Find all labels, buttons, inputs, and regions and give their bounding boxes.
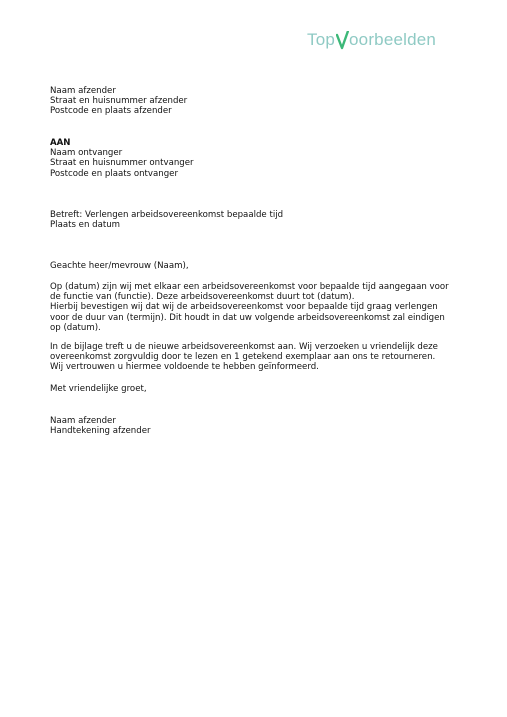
sender-city: Postcode en plaats afzender <box>50 106 172 117</box>
salutation <box>50 261 450 271</box>
paragraph-line: op (datum). <box>50 322 101 333</box>
sender-street: Straat en huisnummer afzender <box>50 96 188 107</box>
salutation-text: Geachte heer/mevrouw (Naam), <box>50 261 189 271</box>
recipient-name: Naam ontvanger <box>50 148 123 159</box>
signature-name: Naam afzender <box>50 416 116 426</box>
paragraph-line: In de bijlage treft u de nieuwe arbeidsovereenkomst aan. Wij verzoeken u vriendelijk deze <box>50 342 438 352</box>
sender-address <box>50 86 450 117</box>
topvoorbeelden-logo[interactable] <box>307 26 436 50</box>
logo-text-oorbeelden: oorbeelden <box>349 30 437 49</box>
recipient-address <box>50 138 450 179</box>
paragraph-line: overeenkomst zorgvuldig door te lezen en 1 getekend exemplaar aan ons te retourneren. <box>50 352 436 363</box>
body-paragraph-2 <box>50 342 450 373</box>
logo-text-top: Top <box>307 30 336 49</box>
paragraph-line: Op (datum) zijn wij met elkaar een arbeidsovereenkomst voor bepaalde tijd aangegaan voor <box>50 282 449 292</box>
subject-block <box>50 210 450 230</box>
paragraph-line: voor de duur van (termijn). Dit houdt in dat uw volgende arbeidsovereenkomst zal eindigen <box>50 312 445 323</box>
place-and-date: Plaats en datum <box>50 220 121 231</box>
recipient-street: Straat en huisnummer ontvanger <box>50 158 194 169</box>
paragraph-line: Hierbij bevestigen wij dat wij de arbeidsovereenkomst voor bepaalde tijd graag verlengen <box>50 302 438 313</box>
paragraph-line: de functie van (functie). Deze arbeidsovereenkomst duurt tot (datum). <box>50 292 355 303</box>
recipient-city: Postcode en plaats ontvanger <box>50 168 179 179</box>
closing-text: Met vriendelijke groet, <box>50 384 147 394</box>
checkmark-v-icon <box>336 31 349 51</box>
signature-label: Handtekening afzender <box>50 426 151 437</box>
paragraph-line: Wij vertrouwen u hiermee voldoende te hebben geïnformeerd. <box>50 362 319 373</box>
sender-name: Naam afzender <box>50 86 116 96</box>
closing <box>50 384 450 394</box>
signature-block <box>50 416 450 436</box>
subject-line: Betreft: Verlengen arbeidsovereenkomst bepaalde tijd <box>50 210 284 220</box>
recipient-heading: AAN <box>50 138 71 148</box>
body-paragraph-1 <box>50 282 450 333</box>
